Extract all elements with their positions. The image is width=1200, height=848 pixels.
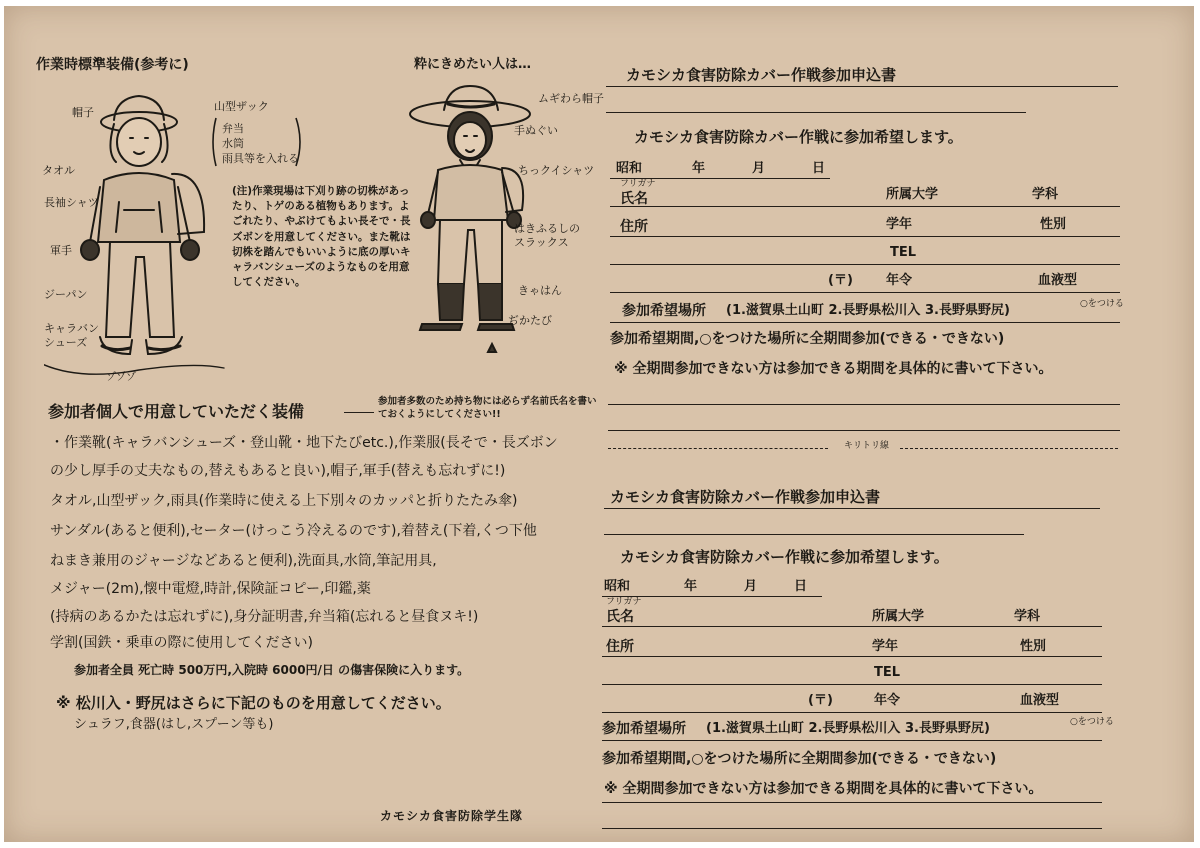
- label-long-sleeve-shirt: 長袖シャツ: [44, 196, 99, 209]
- form2-circle-note: ○をつける: [1070, 717, 1114, 727]
- cut-line-right: [900, 448, 1118, 449]
- label-kyahan: きゃはん: [518, 284, 562, 297]
- form1-year: 年: [692, 161, 706, 176]
- form1-circle-note: ○をつける: [1080, 299, 1124, 309]
- label-mountain-bag: 山型ザック: [214, 100, 269, 113]
- label-slacks: はきふるしのスラックス: [514, 222, 580, 250]
- form1-address-label: 住所: [620, 219, 648, 235]
- form2-header: カモシカ食害防除カバー作戦参加申込書: [610, 488, 881, 506]
- form1-blank-rule: [608, 404, 1120, 405]
- form2-address-label: 住所: [606, 639, 634, 655]
- form2-name-rule: [602, 626, 1102, 627]
- equipment-line: ・作業靴(キャラバンシューズ・登山靴・地下たびetc.),作業服(長そで・長ズボン: [50, 435, 558, 451]
- form2-grade-label: 学年: [872, 639, 899, 654]
- bag-bracket: [210, 114, 310, 170]
- form2-month: 月: [744, 579, 758, 594]
- form2-address-rule: [602, 656, 1102, 657]
- form1-name-label: 氏名: [620, 191, 648, 207]
- label-towel: タオル: [42, 164, 75, 177]
- name-tag-reminder: 参加者多数のため持ち物には必らず名前氏名を書いておくようにしてください!!: [378, 396, 597, 420]
- standard-equipment-title: 作業時標準装備(参考に): [36, 57, 189, 73]
- form2-zip-label: (〒): [808, 693, 833, 708]
- form1-name-rule: [610, 206, 1120, 207]
- equipment-line: サンダル(あると便利),セーター(けっこう冷えるのです),着替え(下着,くつ下他: [50, 523, 537, 539]
- form2-tel-rule: [602, 684, 1102, 685]
- equipment-line: (持病のあるかたは忘れずに),身分証明書,弁当箱(忘れると昼食ヌキ!): [50, 609, 479, 625]
- label-shirt: ちっクイシャツ: [518, 164, 595, 177]
- label-bag-item: 水筒: [222, 137, 244, 150]
- cut-line-left: [608, 448, 828, 449]
- label-bag-item: 弁当: [222, 122, 244, 135]
- extra-items-list: シュラフ,食器(はし,スプーン等も): [74, 717, 274, 732]
- label-gloves: 軍手: [50, 244, 72, 257]
- form2-blank-rule: [602, 828, 1102, 829]
- form1-tel-rule: [610, 264, 1120, 265]
- form1-period: 参加希望期間,○をつけた場所に全期間参加(できる・できない): [610, 331, 1005, 347]
- form1-blank-rule: [608, 430, 1120, 431]
- form1-place-label: 参加希望場所: [622, 303, 706, 319]
- form1-sex-label: 性別: [1040, 217, 1067, 232]
- work-site-note: (注)作業現場は下刈り跡の切株があったり、トゲのある植物もあります。よごれたり、やぶけてもよい長そで・長ズボンを用意してください。また靴は切株を踏んでもいいように底の厚いキャラバンシューズのようなものを用意してください。: [232, 185, 411, 289]
- form1-grade-label: 学年: [886, 217, 913, 232]
- form1-address-rule: [610, 236, 1120, 237]
- form2-blank-rule: [602, 802, 1102, 803]
- label-straw-hat: ムギわら帽子: [538, 92, 604, 105]
- form1-tel-label: TEL: [890, 245, 917, 260]
- form1-period-note: ※ 全期間参加できない方は参加できる期間を具体的に書いて下さい。: [614, 361, 1053, 377]
- form2-tel-label: TEL: [874, 665, 901, 680]
- form2-apply-statement: カモシカ食害防除カバー作戦に参加希望します。: [620, 548, 949, 566]
- label-caravan-shoes: キャラバンシューズ: [44, 322, 99, 350]
- form1-place-options: (1.滋賀県土山町 2.長野県松川入 3.長野県野尻): [726, 303, 1010, 318]
- form1-header-rule: [606, 86, 1118, 87]
- form2-furigana: フリガナ: [606, 597, 642, 607]
- cut-line-label: キリトリ線: [844, 441, 890, 451]
- form1-age-label: 年令: [886, 273, 913, 288]
- title-dash: [344, 412, 374, 413]
- form1-furigana: フリガナ: [620, 179, 656, 189]
- form2-sex-label: 性別: [1020, 639, 1047, 654]
- form2-day: 日: [794, 579, 808, 594]
- label-hat: 帽子: [72, 106, 94, 119]
- extra-items-note: ※ 松川入・野尻はさらに下記のものを用意してください。: [56, 694, 451, 712]
- form2-zip-rule: [602, 712, 1102, 713]
- form1-zip-label: (〒): [828, 273, 853, 288]
- form1-place-rule: [610, 322, 1120, 323]
- form2-univ-label: 所属大学: [872, 609, 925, 624]
- form1-header: カモシカ食害防除カバー作戦参加申込書: [626, 66, 897, 84]
- equipment-line: ねまき兼用のジャージなどあると便利),洗面具,水筒,筆記用具,: [50, 553, 437, 569]
- personal-equipment-title: 参加者個人で用意していただく装備: [48, 402, 305, 421]
- equipment-line: 学割(国鉄・乗車の際に使用してください): [50, 635, 313, 651]
- form2-year: 年: [684, 579, 698, 594]
- form1-zip-rule: [610, 292, 1120, 293]
- equipment-line: タオル,山型ザック,雨具(作業時に使える上下別々のカッパと折りたたみ傘): [50, 493, 518, 509]
- form1-month: 月: [752, 161, 766, 176]
- label-tenugui: 手ぬぐい: [514, 124, 558, 137]
- stylish-title: 粋にきめたい人は…: [414, 57, 532, 72]
- form1-univ-label: 所属大学: [886, 187, 939, 202]
- group-name-footer: カモシカ食害防除学生隊: [380, 809, 524, 823]
- form2-header-rule: [604, 508, 1100, 509]
- form1-rule: [606, 112, 1026, 113]
- form1-day: 日: [812, 161, 826, 176]
- form1-era: 昭和: [616, 161, 643, 176]
- form2-place-options: (1.滋賀県土山町 2.長野県松川入 3.長野県野尻): [706, 721, 990, 736]
- flyer-sheet: [4, 6, 1194, 842]
- label-jikatabi: ぢかたび: [508, 314, 552, 327]
- form2-place-label: 参加希望場所: [602, 721, 686, 737]
- form2-age-label: 年令: [874, 693, 901, 708]
- form2-rule: [604, 534, 1024, 535]
- form2-blood-label: 血液型: [1020, 693, 1060, 708]
- label-jeans: ジーパン: [44, 288, 88, 301]
- form2-era: 昭和: [604, 579, 631, 594]
- form1-blood-label: 血液型: [1038, 273, 1078, 288]
- form2-name-label: 氏名: [606, 609, 634, 625]
- form1-faculty-label: 学科: [1032, 187, 1059, 202]
- form2-faculty-label: 学科: [1014, 609, 1041, 624]
- form2-period: 参加希望期間,○をつけた場所に全期間参加(できる・できない): [602, 751, 997, 767]
- label-bag-item: 雨具等を入れる: [222, 152, 299, 165]
- insurance-note: 参加者全員 死亡時 500万円,入院時 6000円/日 の傷害保険に入ります。: [74, 663, 470, 677]
- scribble-text: ゾゾゾ: [106, 372, 136, 383]
- equipment-line: メジャー(2m),懐中電燈,時計,保険証コピー,印鑑,薬: [50, 581, 371, 597]
- form1-apply-statement: カモシカ食害防除カバー作戦に参加希望します。: [634, 128, 963, 146]
- form2-period-note: ※ 全期間参加できない方は参加できる期間を具体的に書いて下さい。: [604, 781, 1043, 797]
- equipment-line: の少し厚手の丈夫なもの,替えもあると良い),帽子,軍手(替えも忘れずに!): [50, 463, 506, 479]
- form2-place-rule: [602, 740, 1102, 741]
